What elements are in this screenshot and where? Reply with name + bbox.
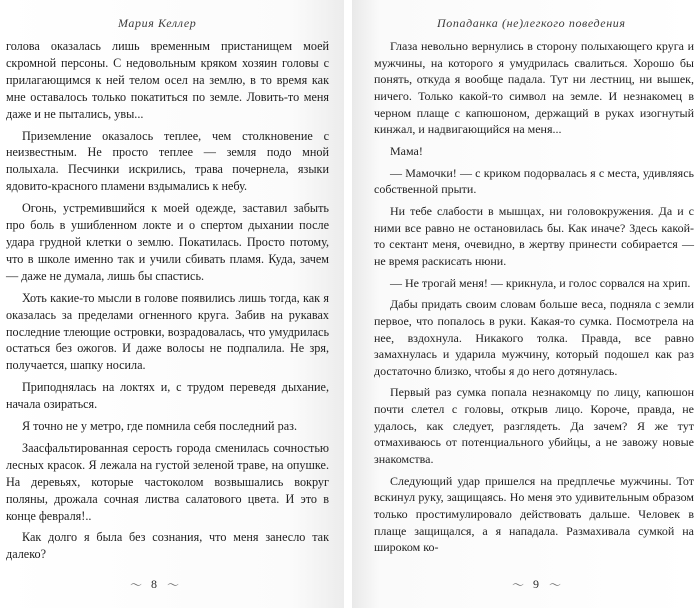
right-page-text	[374, 38, 694, 556]
ornament-icon: 〜	[549, 578, 561, 592]
right-page-number	[512, 576, 560, 593]
ornament-icon: 〜	[167, 578, 179, 592]
ornament-icon: 〜	[512, 578, 524, 592]
paragraph: Дабы придать своим словам больше веса, подняла с земли первое, что попалось в руки. Какая-то сумка. Посмотрела на нее, вздохнула. Никакого толка. Правда, все равно замахнулась и ударила мужчину, который подошел как раз достаточно близко, чтобы я до него дотянулась.	[374, 297, 694, 378]
paragraph: Ни тебе слабости в мышцах, ни головокружения. Да и с ними все равно не остановилась бы. Как иначе? Здесь какой-то сектант меня, очевидно, в жертву принести собирается — не время раскисать нюни.	[374, 203, 694, 268]
page-number: 9	[533, 577, 540, 591]
page-number: 8	[151, 577, 158, 591]
paragraph: — Не трогай меня! — крикнула, и голос сорвался на хрип.	[390, 275, 691, 290]
paragraph: голова оказалась лишь временным пристанищем моей скромной персоны. С недовольным кряком хозяин головы с прилагающимся к ней телом осел на землю, в то время как мне оставалось только покатиться по земле. Ловить-то меня даже и не пытались, увы...	[6, 39, 329, 121]
paragraph: Следующий удар пришелся на предплечье мужчины. Тот вскинул руку, защищаясь. Но меня это удивительным образом только простимулировало действовать дальше. Человек в плаще защищался, а я нападала. Размахивала сумкой на широком ко-	[374, 473, 694, 555]
paragraph: Заасфальтированная серость города сменилась сочностью лесных красок. Я лежала на густой зеленой траве, на опушке. На деревьях, которые частоколом возвышались вокруг поляны, дрожала сочная листва салатового цвета. И это в конце февраля!..	[6, 440, 329, 523]
paragraph: Глаза невольно вернулись в сторону полыхающего круга и мужчины, на которого я умудрилась свалиться. Хорошо бы понять, откуда я вообще падала. Тут ни лестниц, ни вышек, ничего. Только какой-то символ на земле. И незнакомец в черном плаще с капюшоном, держащий в руках изогнутый кинжал, и надвигающийся на меня...	[374, 39, 694, 137]
ornament-icon: 〜	[130, 578, 142, 592]
right-running-head: Попаданка (не)легкого поведения	[437, 16, 626, 30]
left-running-head: Мария Келлер	[118, 16, 197, 30]
paragraph: Хоть какие-то мысли в голове появились лишь тогда, как я оказалась за пределами огненного круга. Забив на рукавах последние тлеющие островки, возрадовалась, что умудрилась остаться без ожогов. И даже волосы не подпалила. Не зря, получается, шапку носила.	[6, 290, 329, 373]
paragraph: Огонь, устремившийся к моей одежде, заставил забыть про боль в ушибленном локте и о спертом дыхании после удара грудной клетки о землю. Покатилась. Просто потому, что в школе именно так и учили сбивать пламя. Куда, зачем — даже не думала, лишь бы спастись.	[6, 201, 329, 283]
paragraph: Я точно не у метро, где помнила себя последний раз.	[22, 419, 297, 434]
left-page-text	[6, 38, 329, 563]
paragraph: — Мамочки! — с криком подорвалась я с места, удивляясь собственной прыти.	[374, 165, 694, 197]
left-page-number	[130, 576, 178, 593]
left-page	[0, 0, 344, 608]
paragraph: Мама!	[390, 143, 423, 158]
paragraph: Как долго я была без сознания, что меня занесло так далеко?	[6, 530, 329, 562]
paragraph: Первый раз сумка попала незнакомцу по лицу, капюшон почти слетел с головы, открыв лицо. Короче, правда, не удалось, как следует, разглядеть. Да зачем? Я же тут отмахиваюсь от потенциального убийцы, а не завожу новые знакомства.	[374, 385, 694, 467]
book-gutter	[344, 0, 352, 608]
paragraph: Приземление оказалось теплее, чем столкновение с неизвестным. Не просто теплее — земля подо мной полыхала. Песчинки искрились, трава почернела, языки ядовито-красного пламени вздымались к небу.	[6, 128, 329, 194]
paragraph: Приподнялась на локтях и, с трудом переведя дыхание, начала озираться.	[6, 380, 329, 412]
right-page	[352, 0, 696, 608]
